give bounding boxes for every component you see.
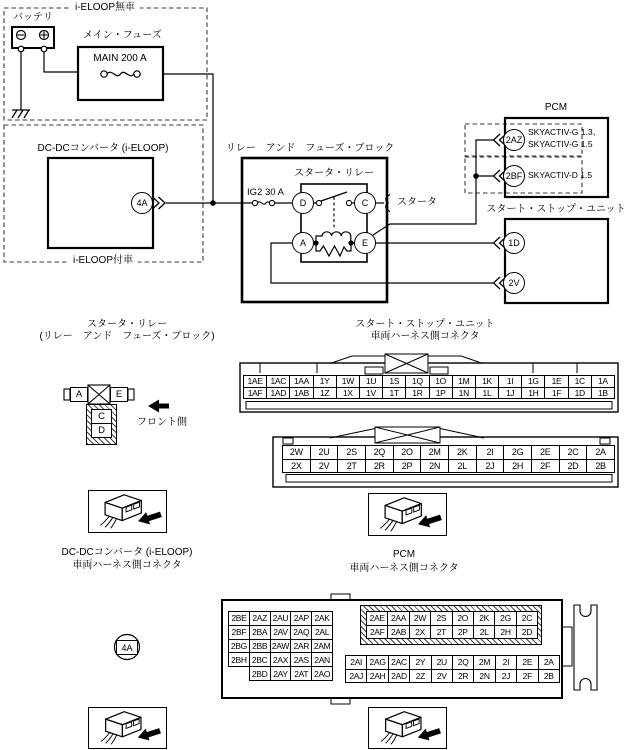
pin-a: A — [292, 232, 314, 254]
dcdc-label: DC-DCコンバータ (i-ELOOP) — [37, 143, 169, 154]
pin-cell: 2J — [476, 459, 505, 474]
pin-2bf: 2BF — [503, 165, 525, 187]
pin-cell: 2N — [420, 459, 449, 474]
pin-cell: 2BG — [228, 639, 250, 654]
pin-cell: 2AR — [290, 639, 312, 654]
pin-cell: 2P — [452, 625, 474, 640]
pin-cell: 2L — [448, 459, 477, 474]
connector-3d-icon — [89, 491, 166, 532]
pin-cell: 2U — [431, 655, 453, 670]
pin-cell: 2X — [282, 459, 311, 474]
relay-connector-title-1: スタータ・リレー — [87, 319, 167, 330]
pin-cell: 2N — [473, 669, 495, 684]
pin-cell: 2AS — [290, 652, 312, 667]
relay-connector-pin-c: C — [91, 409, 112, 424]
pin-cell: 2AN — [311, 652, 333, 667]
pin-cell: 2W — [409, 611, 431, 626]
pin-c: C — [354, 192, 376, 214]
pin-cell: 2BB — [249, 639, 271, 654]
pin-cell: 2S — [337, 445, 366, 460]
pin-row — [282, 459, 615, 474]
pcm-connector-pin-table-bottom-right — [345, 655, 560, 683]
pin-cell: 1AE — [243, 375, 267, 388]
pin-cell: 2K — [473, 611, 495, 626]
pin-cell: 2R — [365, 459, 394, 474]
pin-cell: 1B — [591, 387, 615, 400]
pin-d: D — [292, 192, 314, 214]
pin-cell: 2M — [420, 445, 449, 460]
front-side-label: フロント側 — [137, 417, 187, 428]
pin-cell: 1G — [521, 375, 545, 388]
pin-cell: 2G — [503, 445, 532, 460]
ssu-connector-pin-table-2 — [282, 445, 615, 473]
pin-cell: 2AE — [366, 611, 388, 626]
pcm-label: PCM — [544, 102, 568, 113]
pin-cell: 2S — [430, 611, 452, 626]
main-fuse-label: メイン・フューズ — [83, 30, 162, 41]
pin-cell: 1A — [591, 375, 615, 388]
pin-row — [345, 655, 560, 670]
pin-cell: 2E — [516, 655, 538, 670]
pcm-note-bottom: SKYACTIV-D 1.5 — [528, 170, 593, 180]
ig2-fuse-icon — [252, 200, 274, 205]
pin-cell: 2AY — [270, 666, 292, 681]
ig2-fuse-label: IG2 30 A — [247, 187, 284, 198]
pin-row — [366, 611, 538, 626]
pin-cell: 2H — [503, 459, 532, 474]
pin-4a: 4A — [131, 192, 153, 214]
pin-cell: 1E — [544, 375, 568, 388]
pin-cell: 2Q — [365, 445, 394, 460]
starter-label: スタータ — [397, 197, 437, 208]
pin-cell: 2AA — [387, 611, 409, 626]
pin-cell: 1AB — [289, 387, 313, 400]
connector-3d-icon — [89, 708, 166, 748]
pin-cell: 2AK — [311, 611, 333, 626]
pcm-connector-title-2: 車両ハーネス側コネクタ — [349, 563, 459, 574]
pin-cell: 2A — [538, 655, 560, 670]
pin-cell: 1O — [429, 375, 453, 388]
pin-cell: 1Z — [313, 387, 337, 400]
ssu-connector-title-1: スタート・ストップ・ユニット — [355, 319, 495, 330]
pin-cell: 2O — [452, 611, 474, 626]
pin-cell: 2BF — [228, 625, 250, 640]
pin-row — [228, 611, 333, 626]
pin-cell: 1H — [521, 387, 545, 400]
pin-cell: 1T — [382, 387, 406, 400]
pin-cell: 2D — [559, 459, 588, 474]
pin-cell: 2O — [393, 445, 422, 460]
ssu-connector-title-2: 車両ハーネス側コネクタ — [370, 331, 480, 342]
pin-cell: 2Q — [452, 655, 474, 670]
pin-cell: 2AZ — [249, 611, 271, 626]
pin-cell: 2B — [586, 459, 615, 474]
pin-cell: 1P — [429, 387, 453, 400]
dcdc-connector-photo-icon — [88, 707, 167, 749]
pin-cell: 1K — [475, 375, 499, 388]
pin-cell: 2V — [310, 459, 339, 474]
pin-cell: 2I — [495, 655, 517, 670]
pin-cell: 1N — [452, 387, 476, 400]
pin-cell: 2AO — [311, 666, 333, 681]
pin-cell: 1D — [568, 387, 592, 400]
pin-cell: 2AU — [270, 611, 292, 626]
pin-cell: 2BA — [249, 625, 271, 640]
pin-cell: 2P — [393, 459, 422, 474]
pin-row — [282, 445, 615, 460]
pin-cell: 2W — [282, 445, 311, 460]
pin-cell: 2AT — [290, 666, 312, 681]
pin-cell: 2G — [494, 611, 516, 626]
pin-cell: 2AH — [366, 669, 388, 684]
pin-cell: 2L — [473, 625, 495, 640]
pin-cell: 2T — [430, 625, 452, 640]
pin-cell: 1L — [475, 387, 499, 400]
pin-cell: 2AG — [366, 655, 388, 670]
pin-cell: 2AI — [345, 655, 367, 670]
pin-cell: 2AJ — [345, 669, 367, 684]
pin-cell: 2Z — [409, 669, 431, 684]
pcm-connector-pin-table-left — [228, 611, 333, 681]
dcdc-connector-title-1: DC-DCコンバータ (i-ELOOP) — [61, 547, 193, 558]
pin-1d: 1D — [503, 232, 525, 254]
pin-cell: 1I — [498, 375, 522, 388]
main-fuse-icon — [101, 71, 140, 77]
pcm-note-top-1: SKYACTIV-G 1.3、 — [528, 127, 602, 137]
connector-3d-icon — [369, 708, 446, 748]
pin-row — [243, 387, 615, 400]
relay-connector-photo-icon — [88, 490, 167, 533]
pin-cell: 2B — [538, 669, 560, 684]
pin-cell: 2AD — [388, 669, 410, 684]
pin-cell: 2I — [476, 445, 505, 460]
pin-cell: 2BD — [249, 666, 271, 681]
pin-cell: 1C — [568, 375, 592, 388]
pin-cell: 2D — [516, 625, 538, 640]
pin-cell: 2AC — [388, 655, 410, 670]
pin-cell: 1W — [336, 375, 360, 388]
pin-cell: 2AF — [366, 625, 388, 640]
pin-cell: 2E — [531, 445, 560, 460]
pin-row — [228, 666, 333, 681]
pin-e: E — [354, 232, 376, 254]
connector-3d-icon — [369, 494, 446, 535]
pin-row — [228, 652, 333, 667]
pin-cell: 2T — [337, 459, 366, 474]
pin-cell: 2M — [473, 655, 495, 670]
pin-cell: 1Q — [405, 375, 429, 388]
pin-cell: 2AB — [387, 625, 409, 640]
no-ieloop-section-label: i-ELOOP無車 — [70, 2, 140, 15]
pin-cell: 2AL — [311, 625, 333, 640]
ssu-connector-photo-icon — [368, 493, 447, 536]
dcdc-connector-pin-4a: 4A — [116, 640, 138, 655]
pcm-note-top-2: SKYACTIV-G 1.5 — [528, 139, 593, 149]
pin-cell: 2AP — [290, 611, 312, 626]
relay-connector-pin-a: A — [70, 387, 88, 402]
pin-cell: 1AD — [266, 387, 290, 400]
starter-relay-label: スタータ・リレー — [294, 168, 374, 179]
pin-cell — [228, 666, 250, 681]
pin-cell: 2X — [409, 625, 431, 640]
with-ieloop-section-label: i-ELOOP付車 — [68, 255, 138, 268]
pin-cell: 2Y — [409, 655, 431, 670]
pin-cell: 1Y — [313, 375, 337, 388]
pin-cell: 2V — [431, 669, 453, 684]
pin-cell: 2AV — [270, 625, 292, 640]
pin-cell: 2R — [452, 669, 474, 684]
pin-cell: 1U — [359, 375, 383, 388]
pin-cell: 2F — [531, 459, 560, 474]
pin-cell: 1V — [359, 387, 383, 400]
relay-connector-pin-d: D — [91, 423, 112, 438]
pcm-connector-photo-icon — [368, 707, 447, 749]
pin-cell: 2BE — [228, 611, 250, 626]
pin-cell: 2BC — [249, 652, 271, 667]
pin-row — [228, 625, 333, 640]
main-fuse-value: MAIN 200 A — [93, 53, 147, 64]
pin-cell: 1AA — [289, 375, 313, 388]
ssu-label: スタート・ストップ・ユニット — [486, 204, 626, 215]
pin-cell: 2F — [516, 669, 538, 684]
pin-cell: 1AC — [266, 375, 290, 388]
pin-cell: 2AQ — [290, 625, 312, 640]
pin-cell: 2U — [310, 445, 339, 460]
pin-cell: 1J — [498, 387, 522, 400]
pin-2az: 2AZ — [503, 129, 525, 151]
relay-fuse-block-label: リレー アンド フューズ・ブロック — [225, 143, 395, 154]
pin-cell: 2BH — [228, 652, 250, 667]
relay-coil-resistor-icon — [316, 232, 351, 256]
pin-cell: 1M — [452, 375, 476, 388]
pin-cell: 1X — [336, 387, 360, 400]
pin-cell: 2K — [448, 445, 477, 460]
pin-cell: 2H — [494, 625, 516, 640]
pin-cell: 2AM — [311, 639, 333, 654]
relay-connector-pin-e: E — [110, 387, 128, 402]
pin-row — [345, 669, 560, 684]
battery-label: バッテリ — [13, 12, 53, 23]
pin-row — [366, 625, 538, 640]
pin-2v: 2V — [503, 272, 525, 294]
pin-cell: 1R — [405, 387, 429, 400]
ground-icon — [12, 110, 30, 118]
ssu-connector-pin-table-1 — [243, 375, 615, 399]
pin-cell: 1S — [382, 375, 406, 388]
pcm-connector-title-1: PCM — [392, 549, 416, 560]
relay-connector-title-2: (リレー アンド フューズ・ブロック) — [39, 331, 215, 342]
pin-cell: 1AF — [243, 387, 267, 400]
pin-cell: 2AX — [270, 652, 292, 667]
pin-cell: 2J — [495, 669, 517, 684]
pin-row — [228, 639, 333, 654]
pin-cell: 2C — [516, 611, 538, 626]
pcm-connector-pin-table-top-right — [366, 611, 538, 639]
pin-cell: 2C — [559, 445, 588, 460]
pin-cell: 2AW — [270, 639, 292, 654]
front-direction-arrow-icon — [148, 400, 169, 413]
pin-cell: 1F — [544, 387, 568, 400]
pin-cell: 2A — [586, 445, 615, 460]
dcdc-connector-title-2: 車両ハーネス側コネクタ — [72, 560, 182, 571]
